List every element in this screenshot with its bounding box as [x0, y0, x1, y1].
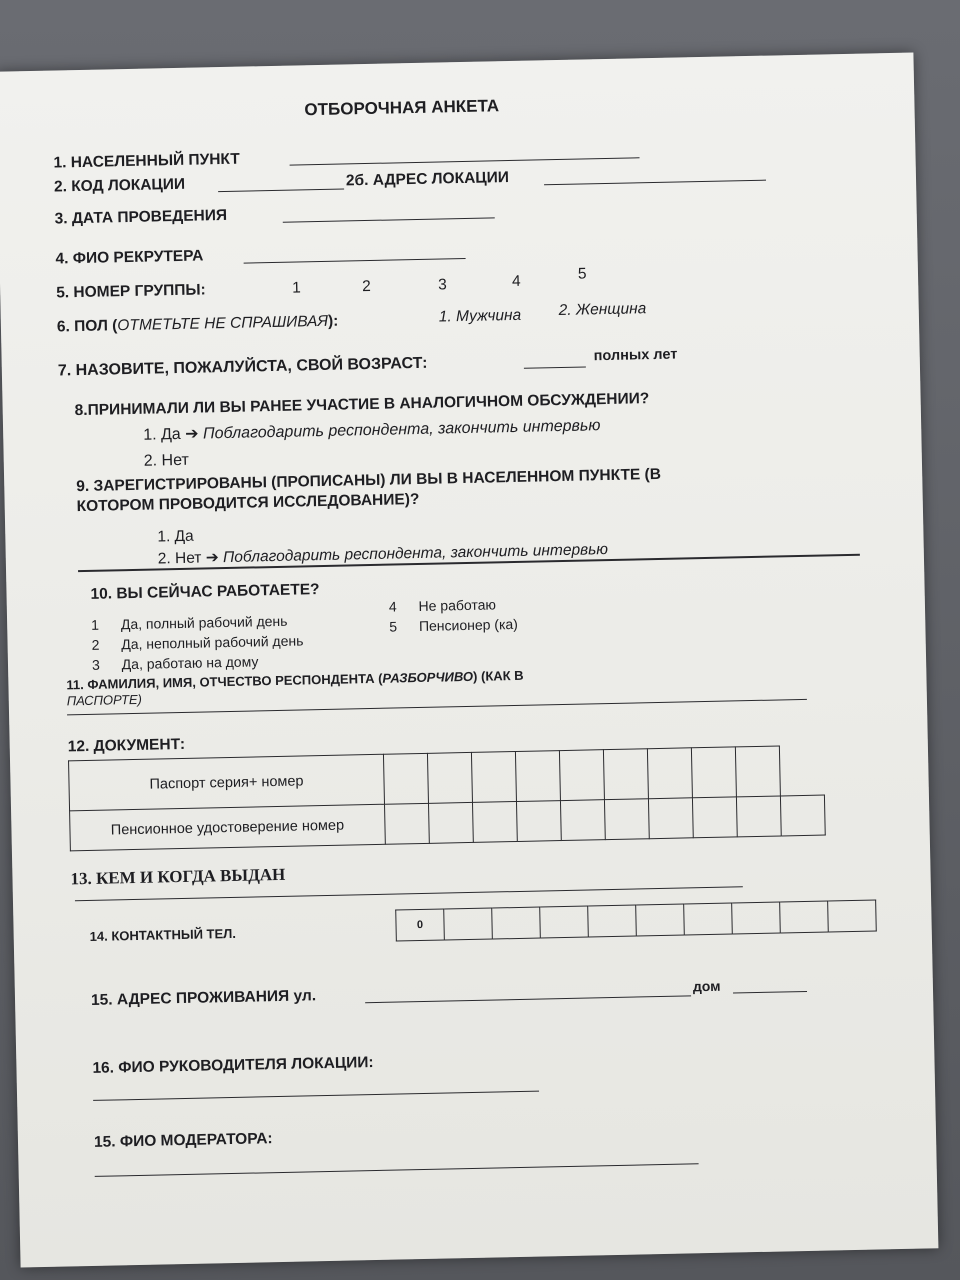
- q6-note: ОТМЕТЬТЕ НЕ СПРАШИВАЯ: [117, 312, 329, 335]
- q10-option-3[interactable]: [92, 652, 259, 673]
- q10-option-4[interactable]: [389, 595, 496, 615]
- q9-label-line2: КОТОРОМ ПРОВОДИТСЯ ИССЛЕДОВАНИЕ)?: [76, 490, 420, 516]
- phone-digit-cell[interactable]: [636, 904, 685, 936]
- q2-field[interactable]: [218, 188, 344, 192]
- q5-option-3[interactable]: 3: [437, 276, 447, 294]
- phone-digit-cell[interactable]: [540, 906, 589, 938]
- q1-field[interactable]: [290, 157, 640, 165]
- pension-cell[interactable]: [604, 799, 649, 840]
- passport-cell[interactable]: [427, 752, 472, 803]
- q10-option-1[interactable]: [91, 612, 288, 634]
- q9-option-no-note: Поблагодарить респондента, закончить интервью: [222, 541, 609, 567]
- moderator-field[interactable]: [95, 1163, 699, 1177]
- q10-option-2-num: 2: [91, 636, 100, 653]
- q10-option-2-text: Да, неполный рабочий день: [121, 632, 304, 653]
- passport-cell[interactable]: [559, 750, 604, 801]
- q8-option-yes-text: 1. Да: [143, 425, 181, 444]
- q7-label: 7. НАЗОВИТЕ, ПОЖАЛУЙСТА, СВОЙ ВОЗРАСТ:: [57, 354, 428, 380]
- q15-label: 15. АДРЕС ПРОЖИВАНИЯ ул.: [90, 987, 317, 1009]
- q10-option-5-text: Пенсионер (ка): [418, 615, 519, 634]
- passport-cell[interactable]: [691, 747, 736, 798]
- pension-cell[interactable]: [428, 802, 473, 843]
- pension-cell[interactable]: [560, 800, 605, 841]
- q9-option-no-text: 2. Нет: [157, 549, 202, 568]
- passport-cell[interactable]: [383, 753, 428, 804]
- moderator-label: 15. ФИО МОДЕРАТОРА:: [93, 1130, 273, 1151]
- phone-digit-cell[interactable]: [492, 907, 541, 939]
- q10-option-4-text: Не работаю: [418, 596, 497, 615]
- q15-house-label: дом: [692, 977, 721, 995]
- q15-street-field[interactable]: [365, 995, 691, 1003]
- q7-suffix: полных лет: [593, 346, 678, 365]
- passport-cell[interactable]: [471, 752, 516, 803]
- document-table: [68, 745, 826, 852]
- questionnaire-content: [0, 53, 938, 1268]
- q6-option-female[interactable]: 2. Женщина: [558, 300, 647, 320]
- pension-cell[interactable]: [516, 801, 561, 842]
- phone-digit-cell[interactable]: 0: [396, 909, 445, 941]
- passport-cell[interactable]: [735, 746, 780, 797]
- q10-option-4-num: 4: [388, 598, 397, 615]
- q9-option-yes[interactable]: 1. Да: [157, 527, 194, 546]
- pension-cell[interactable]: [472, 801, 517, 842]
- q4-label: 4. ФИО РЕКРУТЕРА: [55, 247, 204, 268]
- arrow-right-icon: ➔: [185, 425, 199, 443]
- q10-option-3-text: Да, работаю на дому: [121, 653, 259, 673]
- empty-cell: [779, 745, 824, 796]
- q11-label-end: ) (КАК В: [472, 667, 524, 684]
- q10-option-3-num: 3: [91, 656, 100, 673]
- q14-label: 14. КОНТАКТНЫЙ ТЕЛ.: [89, 925, 237, 944]
- phone-digit-cell[interactable]: [780, 901, 829, 933]
- q2-label: 2. КОД ЛОКАЦИИ: [53, 175, 186, 196]
- q8-label: 8.ПРИНИМАЛИ ЛИ ВЫ РАНЕЕ УЧАСТИЕ В АНАЛОГИЧНОМ ОБСУЖДЕНИИ?: [74, 390, 650, 420]
- arrow-right-icon: ➔: [205, 549, 219, 567]
- q13-label: 13. КЕМ И КОГДА ВЫДАН: [70, 864, 286, 889]
- q11-note: РАЗБОРЧИВО: [382, 668, 474, 686]
- phone-digit-cell[interactable]: [732, 902, 781, 934]
- q11-label-line2: ПАСПОРТЕ): [66, 691, 143, 709]
- q10-option-5[interactable]: [389, 615, 518, 636]
- q15-house-field[interactable]: [733, 991, 807, 994]
- pension-cell[interactable]: [780, 795, 825, 836]
- phone-digit-cell[interactable]: [828, 900, 877, 932]
- phone-digit-cell[interactable]: [684, 903, 733, 935]
- pension-cell[interactable]: [736, 796, 781, 837]
- q12-label: 12. ДОКУМЕНТ:: [67, 735, 186, 756]
- q3-field[interactable]: [283, 217, 495, 222]
- q8-option-yes-note: Поблагодарить респондента, закончить интервью: [202, 417, 601, 443]
- q5-option-1[interactable]: 1: [291, 279, 301, 297]
- q16-field[interactable]: [93, 1091, 539, 1101]
- q10-option-5-num: 5: [389, 618, 398, 635]
- form-title: ОТБОРОЧНАЯ АНКЕТА: [304, 96, 500, 120]
- q3-label: 3. ДАТА ПРОВЕДЕНИЯ: [54, 206, 228, 228]
- q10-option-2[interactable]: [91, 631, 303, 653]
- q6-label-text: 6. ПОЛ (: [56, 317, 118, 336]
- q10-option-1-text: Да, полный рабочий день: [120, 612, 288, 633]
- q11-field[interactable]: [67, 699, 807, 715]
- q10-label: 10. ВЫ СЕЙЧАС РАБОТАЕТЕ?: [90, 581, 320, 603]
- pension-label: Пенсионное удостоверение номер: [70, 804, 386, 851]
- pension-cell[interactable]: [692, 797, 737, 838]
- q6-label: [57, 313, 339, 337]
- q8-option-no[interactable]: 2. Нет: [143, 451, 189, 470]
- q16-label: 16. ФИО РУКОВОДИТЕЛЯ ЛОКАЦИИ:: [92, 1054, 374, 1077]
- q13-field[interactable]: [75, 886, 743, 901]
- phone-digit-cell[interactable]: [444, 908, 493, 940]
- questionnaire-sheet: [0, 53, 938, 1268]
- q1-label: 1. НАСЕЛЕННЫЙ ПУНКТ: [53, 150, 240, 172]
- q6-label-close: ):: [327, 312, 339, 330]
- q5-option-2[interactable]: 2: [361, 277, 371, 296]
- q11-label-text: 11. ФАМИЛИЯ, ИМЯ, ОТЧЕСТВО РЕСПОНДЕНТА (: [66, 670, 383, 693]
- q2b-label: 2б. АДРЕС ЛОКАЦИИ: [345, 169, 510, 190]
- passport-cell[interactable]: [647, 748, 692, 799]
- q9-label-line1: 9. ЗАРЕГИСТРИРОВАНЫ (ПРОПИСАНЫ) ЛИ ВЫ В НАСЕЛЕННОМ ПУНКТЕ (В: [76, 465, 662, 496]
- pension-cell[interactable]: [385, 803, 430, 844]
- q5-label: 5. НОМЕР ГРУППЫ:: [56, 281, 206, 302]
- passport-cell[interactable]: [515, 751, 560, 802]
- passport-cell[interactable]: [603, 749, 648, 800]
- phone-digit-cell[interactable]: [588, 905, 637, 937]
- phone-grid: [395, 899, 877, 941]
- q6-option-male[interactable]: 1. Мужчина: [438, 306, 522, 326]
- q4-field[interactable]: [244, 258, 466, 264]
- q7-age-field[interactable]: [524, 366, 586, 368]
- passport-label: Паспорт серия+ номер: [69, 754, 385, 811]
- q2b-field[interactable]: [544, 180, 766, 186]
- q10-option-1-num: 1: [91, 616, 100, 633]
- q8-option-yes[interactable]: [143, 417, 601, 445]
- q5-option-5[interactable]: 5: [577, 265, 587, 283]
- q5-option-4[interactable]: 4: [511, 272, 521, 290]
- pension-cell[interactable]: [648, 798, 693, 839]
